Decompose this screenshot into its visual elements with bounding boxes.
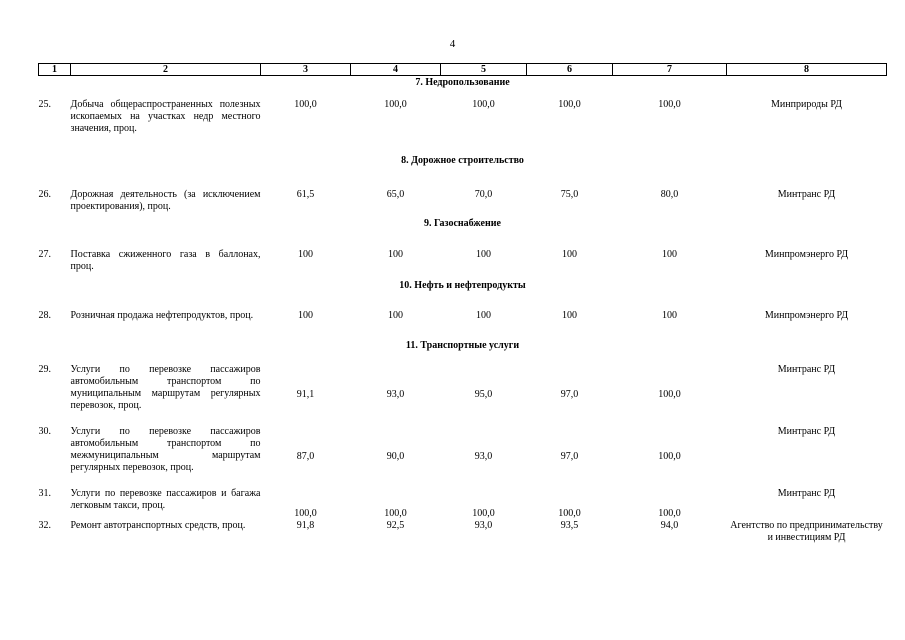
header-col-5: 5 [441, 64, 527, 76]
responsible-body: Минтранс РД [777, 188, 836, 200]
header-col-8: 8 [727, 64, 887, 76]
row-name: Добыча общераспространенных полезных ископаемых на участках недр местного значения, проц. [70, 98, 261, 134]
row-number: 29. [38, 363, 51, 375]
row-number: 31. [38, 487, 51, 499]
value-col-6: 93,5 [560, 519, 579, 531]
header-row [39, 64, 887, 76]
row-number: 32. [38, 519, 51, 531]
row-name: Дорожная деятельность (за исключением проектирования), проц. [70, 188, 261, 212]
value-col-7: 80,0 [660, 188, 679, 200]
responsible-body: Минтранс РД [777, 363, 836, 375]
value-col-5: 93,0 [474, 519, 493, 531]
responsible-body: Минпромэнерго РД [764, 248, 849, 260]
table-row-27 [39, 249, 887, 280]
section-title-9: 9. Газоснабжение [424, 217, 501, 229]
row-number: 27. [38, 248, 51, 260]
value-col-7: 100,0 [658, 388, 681, 400]
row-name: Ремонт автотранспортных средств, проц. [70, 519, 246, 531]
value-col-4: 93,0 [386, 388, 405, 400]
page-number: 4 [449, 38, 456, 50]
header-col-6: 6 [527, 64, 613, 76]
value-col-3: 91,1 [296, 388, 315, 400]
row-number: 30. [38, 425, 51, 437]
value-col-3: 91,8 [296, 519, 315, 531]
header-col-3: 3 [261, 64, 351, 76]
value-col-4: 92,5 [386, 519, 405, 531]
value-col-5: 100 [476, 248, 491, 260]
row-number: 25. [38, 98, 51, 110]
value-col-7: 100 [662, 248, 677, 260]
value-col-6: 100,0 [558, 98, 581, 110]
value-col-7: 100,0 [658, 507, 681, 519]
header-col-4: 4 [351, 64, 441, 76]
indicators-table [38, 63, 887, 560]
row-name: Услуги по перевозке пассажиров автомобильным транспортом по межмуниципальным маршрутам регулярных перевозок, проц. [70, 425, 261, 473]
value-col-5: 95,0 [474, 388, 493, 400]
value-col-4: 90,0 [386, 450, 405, 462]
value-col-6: 100 [562, 309, 577, 321]
value-col-5: 70,0 [474, 188, 493, 200]
section-title-11: 11. Транспортные услуги [405, 339, 520, 351]
value-col-4: 65,0 [386, 188, 405, 200]
table-row-30 [39, 426, 887, 488]
value-col-6: 97,0 [560, 450, 579, 462]
value-col-3: 61,5 [296, 188, 315, 200]
value-col-3: 100 [298, 248, 313, 260]
value-col-6: 100 [562, 248, 577, 260]
header-col-2: 2 [71, 64, 261, 76]
value-col-4: 100 [388, 248, 403, 260]
row-number: 26. [38, 188, 51, 200]
value-col-5: 100,0 [472, 507, 495, 519]
section-row [39, 340, 887, 364]
value-col-3: 100,0 [294, 98, 317, 110]
responsible-body: Минпромэнерго РД [764, 309, 849, 321]
value-col-7: 100,0 [658, 450, 681, 462]
value-col-4: 100 [388, 309, 403, 321]
value-col-5: 93,0 [474, 450, 493, 462]
value-col-3: 100,0 [294, 507, 317, 519]
table-row-26 [39, 189, 887, 218]
table-row-29 [39, 364, 887, 426]
value-col-7: 100,0 [658, 98, 681, 110]
value-col-4: 100,0 [384, 507, 407, 519]
row-name: Услуги по перевозке пассажиров автомобильным транспортом по муниципальным маршрутам регулярных перевозок, проц. [70, 363, 261, 411]
section-row [39, 218, 887, 249]
row-name: Услуги по перевозке пассажиров и багажа легковым такси, проц. [70, 487, 261, 511]
value-col-6: 100,0 [558, 507, 581, 519]
section-title-10: 10. Нефть и нефтепродукты [399, 279, 526, 291]
table-row-31 [39, 488, 887, 520]
section-title-7: 7. Недропользование [415, 77, 510, 88]
value-col-7: 94,0 [660, 519, 679, 531]
value-col-6: 97,0 [560, 388, 579, 400]
value-col-5: 100 [476, 309, 491, 321]
section-row [39, 280, 887, 310]
row-name: Поставка сжиженного газа в баллонах, проц. [70, 248, 261, 272]
row-number: 28. [38, 309, 51, 321]
value-col-5: 100,0 [472, 98, 495, 110]
header-col-1: 1 [39, 64, 71, 76]
row-name: Розничная продажа нефтепродуктов, проц. [70, 309, 254, 321]
header-col-7: 7 [613, 64, 727, 76]
section-title-8: 8. Дорожное строительство [401, 154, 524, 166]
section-row [39, 155, 887, 189]
section-row [39, 76, 887, 99]
responsible-body: Агентство по предпринимательству и инвестициям РД [730, 519, 883, 543]
value-col-3: 87,0 [296, 450, 315, 462]
value-col-6: 75,0 [560, 188, 579, 200]
table-row-32 [39, 520, 887, 560]
responsible-body: Минтранс РД [777, 487, 836, 499]
responsible-body: Минтранс РД [777, 425, 836, 437]
value-col-3: 100 [298, 309, 313, 321]
value-col-4: 100,0 [384, 98, 407, 110]
table-row-25 [39, 99, 887, 155]
table-row-28 [39, 310, 887, 340]
responsible-body: Минприроды РД [771, 98, 842, 110]
value-col-7: 100 [662, 309, 677, 321]
